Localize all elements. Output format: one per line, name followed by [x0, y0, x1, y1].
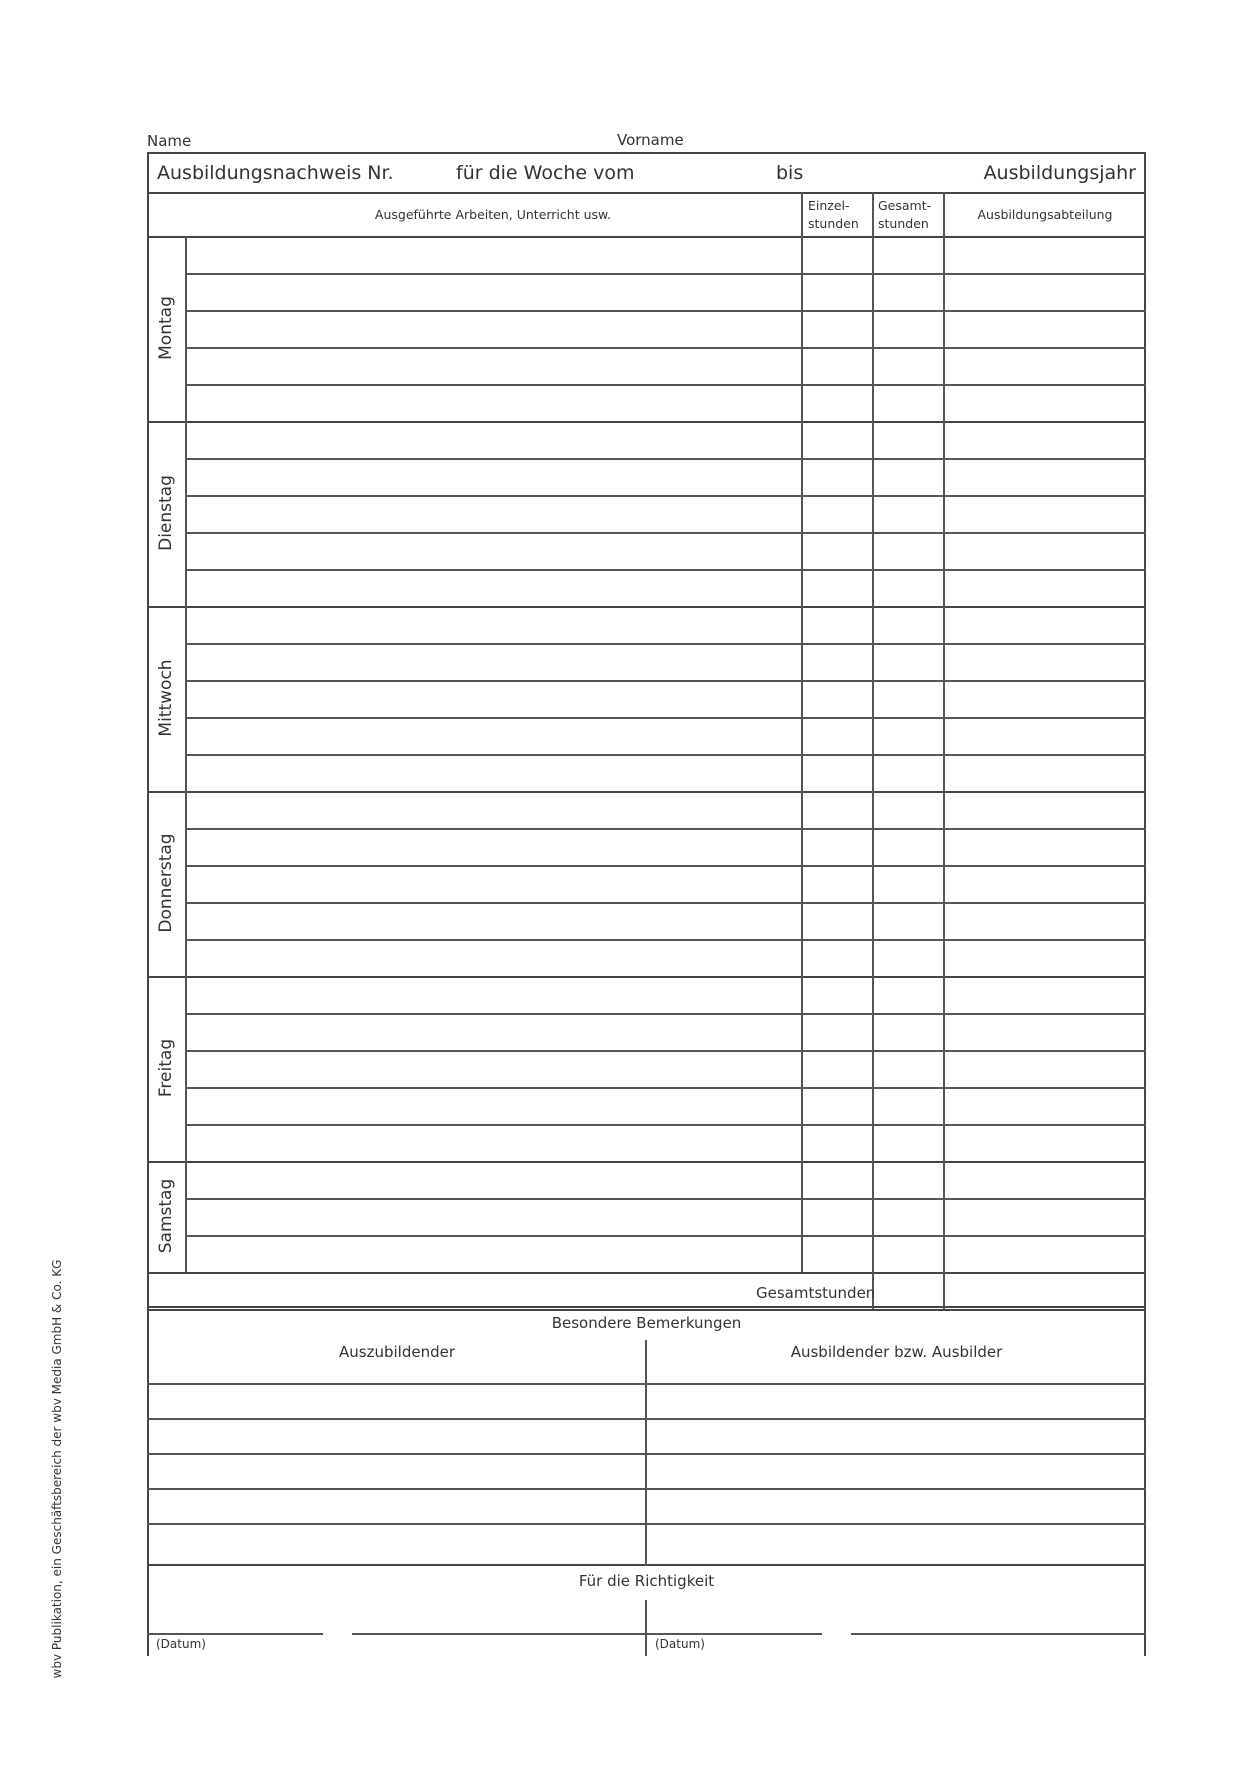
col-header-abteilung: Ausbildungsabteilung [977, 207, 1113, 222]
signature-line-right [851, 1633, 1146, 1635]
table-row [185, 865, 1146, 867]
remarks-row [147, 1453, 1146, 1455]
table-row [185, 643, 1146, 645]
table-row [185, 458, 1146, 460]
col-header-work: Ausgeführte Arbeiten, Unterricht usw. [374, 207, 612, 222]
activity-table [147, 192, 1146, 1308]
day-column-divider [185, 421, 187, 606]
remarks-row [147, 1418, 1146, 1420]
week-label: für die Woche vom [456, 162, 635, 184]
remarks-row [147, 1488, 1146, 1490]
table-row [185, 495, 1146, 497]
remarks-row [147, 1523, 1146, 1525]
date-label-left: (Datum) [156, 1637, 206, 1651]
table-row [185, 902, 1146, 904]
day-label-samstag: Samstag [156, 1178, 176, 1253]
name-label: Name [147, 132, 192, 150]
table-row [185, 754, 1146, 756]
year-label: Ausbildungsjahr [983, 162, 1136, 184]
table-row [185, 310, 1146, 312]
day-divider [147, 606, 1146, 608]
day-column-divider [185, 1161, 187, 1272]
record-title: Ausbildungsnachweis Nr. [157, 162, 394, 184]
day-label-dienstag: Dienstag [156, 474, 176, 551]
table-row [185, 1087, 1146, 1089]
col-header-einzel-1: Einzel- [808, 198, 850, 213]
bis-label: bis [776, 162, 804, 184]
table-row [185, 1013, 1146, 1015]
day-label-donnerstag: Donnerstag [156, 832, 176, 933]
day-divider [147, 1161, 1146, 1163]
day-column-divider [185, 236, 187, 421]
col-header-gesamt-1: Gesamt- [878, 198, 932, 213]
confirmation-divider [645, 1600, 647, 1656]
abteilung-column-divider [943, 192, 945, 1309]
remarks-title: Besondere Bemerkungen [551, 1314, 742, 1332]
table-row [185, 828, 1146, 830]
day-label-freitag: Freitag [156, 1038, 176, 1097]
table-row [185, 939, 1146, 941]
column-header-divider [147, 236, 1146, 238]
day-column-divider [185, 606, 187, 791]
day-divider [147, 1272, 1146, 1274]
confirmation-title: Für die Richtigkeit [578, 1572, 715, 1590]
confirmation-left-border [147, 1566, 149, 1656]
date-label-right: (Datum) [655, 1637, 705, 1651]
total-hours-label: Gesamtstunden [756, 1284, 876, 1302]
table-row [185, 569, 1146, 571]
remarks-trainer-label: Ausbildender bzw. Ausbilder [790, 1343, 1003, 1361]
signature-line-left [352, 1633, 646, 1635]
day-column-divider [185, 976, 187, 1161]
date-line-left [147, 1633, 323, 1635]
confirmation-right-border [1144, 1566, 1146, 1656]
date-line-right [646, 1633, 822, 1635]
table-row [185, 532, 1146, 534]
col-header-einzel-2: stunden [808, 216, 859, 231]
day-column-divider [185, 791, 187, 976]
day-divider [147, 421, 1146, 423]
gesamt-column-divider [872, 192, 874, 1309]
table-row [185, 384, 1146, 386]
day-label-mittwoch: Mittwoch [156, 658, 176, 737]
remarks-trainee-label: Auszubildender [339, 1343, 455, 1361]
col-header-gesamt-2: stunden [878, 216, 929, 231]
vorname-label: Vorname [617, 131, 684, 149]
table-row [185, 1050, 1146, 1052]
table-row [185, 1124, 1146, 1126]
table-row [185, 1235, 1146, 1237]
table-row [185, 680, 1146, 682]
table-row [185, 347, 1146, 349]
publisher-note: wbv Publikation, ein Geschäftsbereich der wbv Media GmbH & Co. KG [50, 1259, 64, 1679]
table-row [185, 1198, 1146, 1200]
einzel-column-divider [801, 192, 803, 1272]
table-row [185, 273, 1146, 275]
day-divider [147, 976, 1146, 978]
day-divider [147, 791, 1146, 793]
day-label-montag: Montag [156, 295, 176, 360]
table-row [185, 717, 1146, 719]
remarks-row [147, 1383, 1146, 1385]
